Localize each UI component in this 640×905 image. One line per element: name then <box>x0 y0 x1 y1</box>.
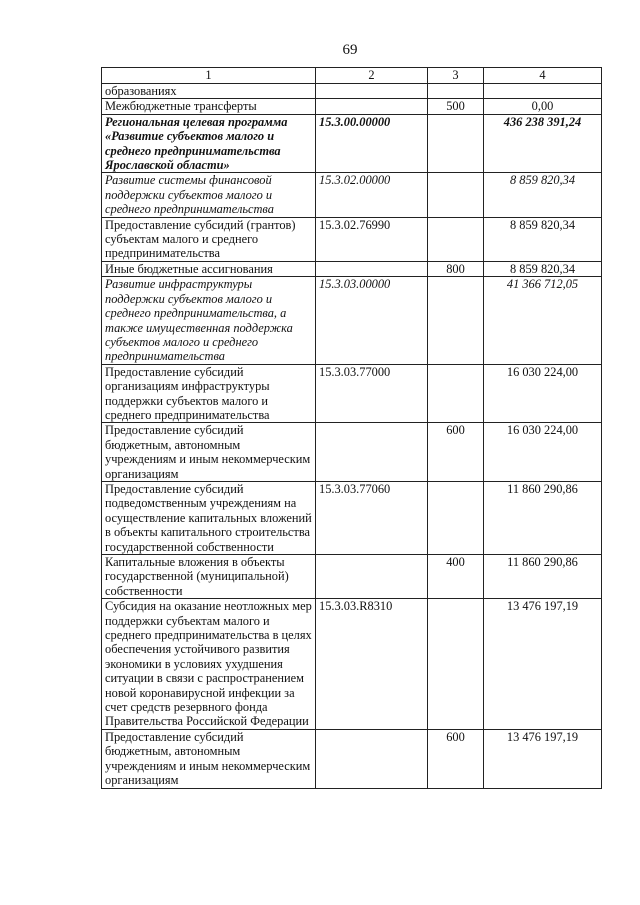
row-amount-cell: 13 476 197,19 <box>484 729 602 788</box>
table-row <box>102 364 602 423</box>
table-row <box>102 217 602 261</box>
page-number: 69 <box>342 42 358 58</box>
row-code-cell <box>316 423 428 482</box>
row-type-cell <box>428 217 484 261</box>
row-amount-cell: 11 860 290,86 <box>484 481 602 554</box>
row-name-cell: Предоставление субсидий (грантов) субъектам малого и среднего предпринимательства <box>102 217 316 261</box>
row-amount-cell: 13 476 197,19 <box>484 599 602 730</box>
row-type-cell <box>428 364 484 423</box>
row-amount-cell: 436 238 391,24 <box>484 114 602 173</box>
table-row <box>102 84 602 99</box>
row-code-cell: 15.3.02.76990 <box>316 217 428 261</box>
row-amount-cell <box>484 84 602 99</box>
row-amount-cell: 11 860 290,86 <box>484 555 602 599</box>
table-row <box>102 99 602 114</box>
table-row <box>102 599 602 730</box>
row-name-cell: образованиях <box>102 84 316 99</box>
row-name-cell: Предоставление субсидий бюджетным, автономным учреждениям и иным некоммерческим организациям <box>102 423 316 482</box>
row-type-cell <box>428 481 484 554</box>
table-row <box>102 481 602 554</box>
row-amount-cell: 16 030 224,00 <box>484 423 602 482</box>
row-code-cell: 15.3.03.77060 <box>316 481 428 554</box>
row-type-cell: 600 <box>428 423 484 482</box>
row-code-cell <box>316 555 428 599</box>
row-type-cell: 500 <box>428 99 484 114</box>
table-row <box>102 277 602 364</box>
row-code-cell <box>316 99 428 114</box>
row-code-cell <box>316 261 428 276</box>
row-name-cell: Региональная целевая программа «Развитие субъектов малого и среднего предпринимательства Ярославской области» <box>102 114 316 173</box>
row-code-cell: 15.3.03.77000 <box>316 364 428 423</box>
row-name-cell: Межбюджетные трансферты <box>102 99 316 114</box>
row-name-cell: Развитие инфраструктуры поддержки субъектов малого и среднего предпринимательства, а также имущественная поддержка субъектов малого и среднего предпринимательства <box>102 277 316 364</box>
table-row <box>102 261 602 276</box>
row-type-cell <box>428 277 484 364</box>
column-header: 3 <box>428 68 484 84</box>
row-code-cell: 15.3.00.00000 <box>316 114 428 173</box>
table-row <box>102 114 602 173</box>
row-code-cell: 15.3.03.R8310 <box>316 599 428 730</box>
row-type-cell <box>428 173 484 217</box>
table-row <box>102 173 602 217</box>
row-name-cell: Предоставление субсидий бюджетным, автономным учреждениям и иным некоммерческим организациям <box>102 729 316 788</box>
row-type-cell: 600 <box>428 729 484 788</box>
row-type-cell: 800 <box>428 261 484 276</box>
row-name-cell: Капитальные вложения в объекты государственной (муниципальной) собственности <box>102 555 316 599</box>
row-amount-cell: 41 366 712,05 <box>484 277 602 364</box>
column-header: 2 <box>316 68 428 84</box>
row-code-cell: 15.3.03.00000 <box>316 277 428 364</box>
table-row <box>102 555 602 599</box>
row-type-cell: 400 <box>428 555 484 599</box>
row-type-cell <box>428 114 484 173</box>
row-code-cell <box>316 84 428 99</box>
row-code-cell: 15.3.02.00000 <box>316 173 428 217</box>
table-row <box>102 423 602 482</box>
budget-table <box>101 67 602 789</box>
row-amount-cell: 8 859 820,34 <box>484 217 602 261</box>
row-amount-cell: 8 859 820,34 <box>484 261 602 276</box>
column-header: 4 <box>484 68 602 84</box>
row-name-cell: Предоставление субсидий подведомственным учреждениям на осуществление капитальных вложений в объекты капитального строительства государственной собственности <box>102 481 316 554</box>
row-name-cell: Развитие системы финансовой поддержки субъектов малого и среднего предпринимательства <box>102 173 316 217</box>
table-header-row <box>102 68 602 84</box>
row-amount-cell: 0,00 <box>484 99 602 114</box>
row-type-cell <box>428 84 484 99</box>
row-amount-cell: 16 030 224,00 <box>484 364 602 423</box>
row-name-cell: Иные бюджетные ассигнования <box>102 261 316 276</box>
row-name-cell: Предоставление субсидий организациям инфраструктуры поддержки субъектов малого и среднего предпринимательства <box>102 364 316 423</box>
column-header: 1 <box>102 68 316 84</box>
table-row <box>102 729 602 788</box>
row-amount-cell: 8 859 820,34 <box>484 173 602 217</box>
row-type-cell <box>428 599 484 730</box>
row-code-cell <box>316 729 428 788</box>
row-name-cell: Субсидия на оказание неотложных мер поддержки субъектам малого и среднего предпринимательства в целях обеспечения устойчивого развития экономики в условиях ухудшения ситуации в связи с распространением новой коронавирусной инфекции за счет средств резервного фонда Правительства Российской Федерации <box>102 599 316 730</box>
